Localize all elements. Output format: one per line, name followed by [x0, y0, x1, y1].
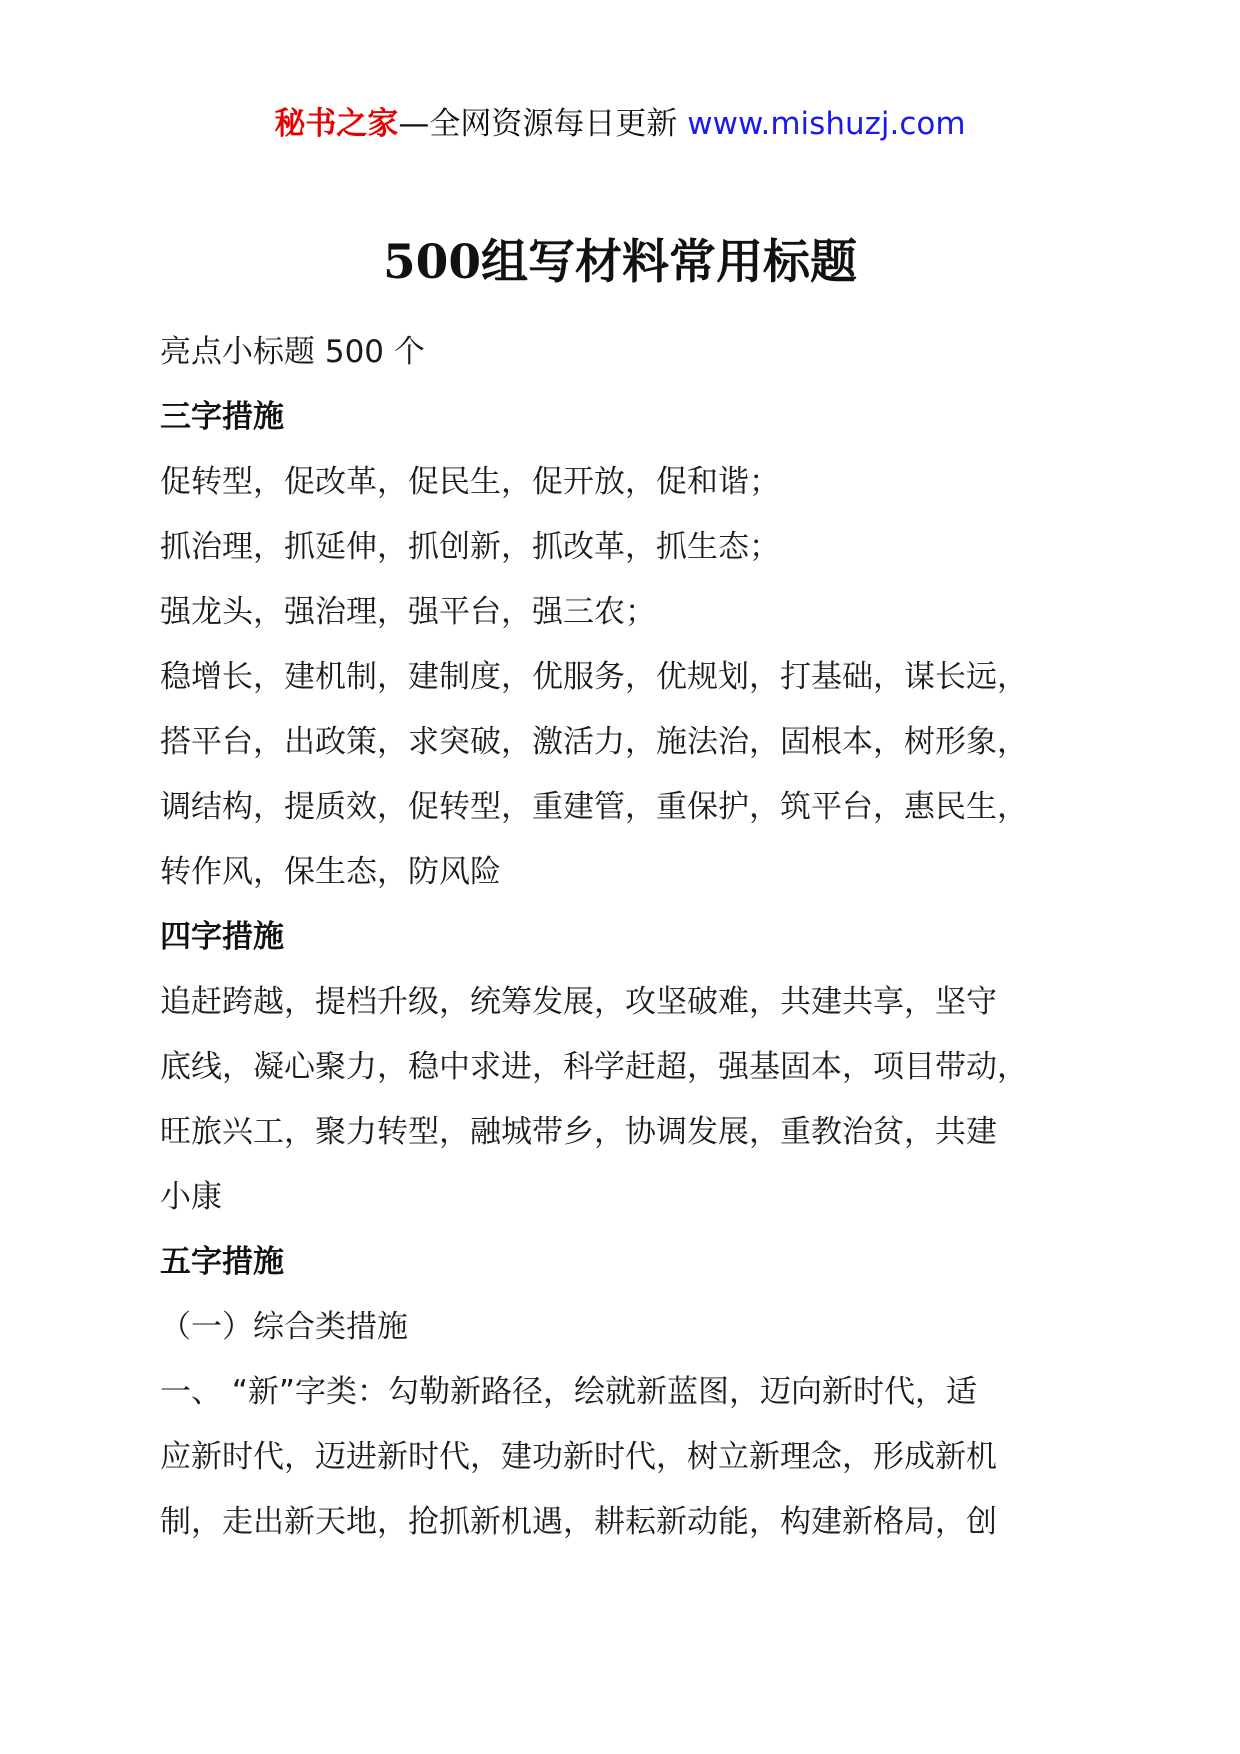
body-line: 小康 [160, 1179, 222, 1215]
document-title: 500组写材料常用标题 [382, 235, 858, 290]
body-line: 应新时代，迈进新时代，建功新时代，树立新理念，形成新机 [160, 1439, 997, 1475]
body-line: 底线，凝心聚力，稳中求进，科学赶超，强基固本，项目带动， [160, 1049, 1028, 1085]
section-heading: 五字措施 [160, 1244, 284, 1280]
body-line: 追赶跨越，提档升级，统筹发展，攻坚破难，共建共享，坚守 [160, 984, 997, 1020]
body-line: 强龙头，强治理，强平台，强三农； [160, 594, 656, 630]
body-line: 促转型，促改革，促民生，促开放，促和谐； [160, 464, 780, 500]
body-line: 旺旅兴工，聚力转型，融城带乡，协调发展，重教治贫，共建 [160, 1114, 997, 1150]
section-heading: 四字措施 [160, 919, 284, 955]
body-line: 一、 “新”字类：勾勒新路径，绘就新蓝图，迈向新时代，适 [160, 1374, 977, 1410]
body-line: 转作风，保生态，防风险 [160, 854, 501, 890]
body-line: 搭平台，出政策，求突破，激活力，施法治，固根本，树形象， [160, 724, 1028, 760]
site-url-link[interactable]: www.mishuzj.com [687, 106, 966, 142]
body-line: （一）综合类措施 [160, 1309, 408, 1345]
body-line: 调结构，提质效，促转型，重建管，重保护，筑平台，惠民生， [160, 789, 1028, 825]
brand-name: 秘书之家 [274, 106, 399, 142]
site-header [0, 98, 1240, 150]
document-body [160, 320, 1120, 1555]
section-heading: 三字措施 [160, 399, 284, 435]
body-line: 制，走出新天地，抢抓新机遇，耕耘新动能，构建新格局，创 [160, 1504, 997, 1540]
header-tagline: —全网资源每日更新 [398, 106, 678, 142]
body-line: 亮点小标题 500 个 [160, 334, 425, 370]
body-line: 抓治理，抓延伸，抓创新，抓改革，抓生态； [160, 529, 780, 565]
body-line: 稳增长，建机制，建制度，优服务，优规划，打基础，谋长远， [160, 659, 1028, 695]
